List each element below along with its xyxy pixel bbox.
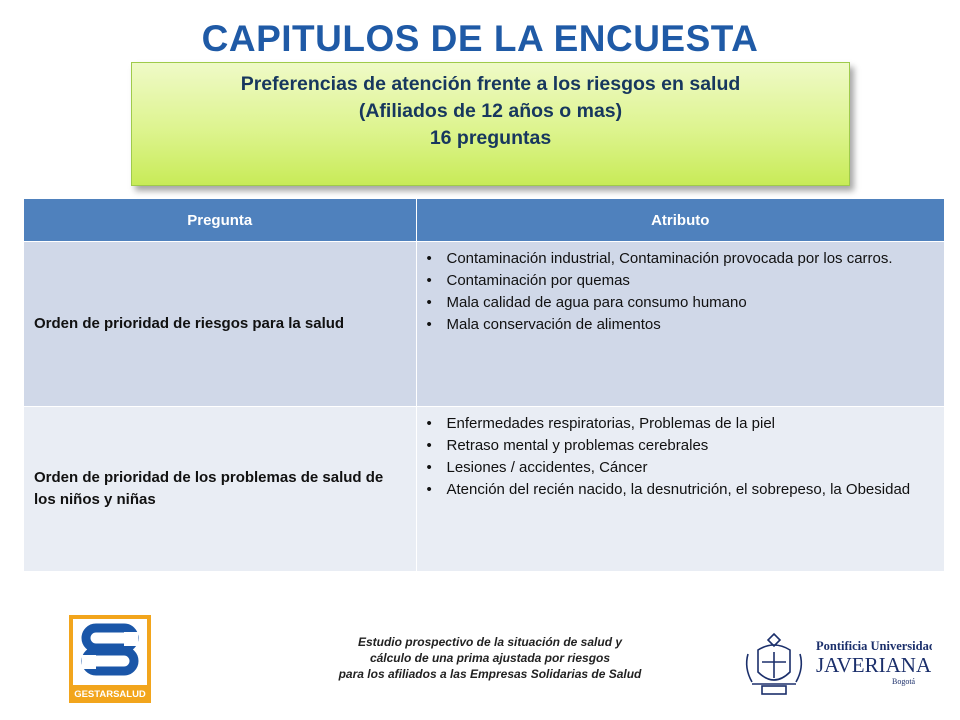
footer-line-1: Estudio prospectivo de la situación de salud y [357,635,623,649]
page-title: CAPITULOS DE LA ENCUESTA [201,18,759,59]
header-pregunta: Pregunta [24,199,416,242]
javeriana-crest-icon [740,628,932,698]
table-header-row [24,199,944,242]
javeriana-line-2: JAVERIANA [816,653,932,677]
attribute-list [417,242,945,336]
banner-line-3: 16 preguntas [429,127,552,149]
banner-line-1: Preferencias de atención frente a los riesgos en salud [240,73,741,95]
attribute-list [417,407,945,501]
attribute-item: • Mala calidad de agua para consumo humano [427,292,935,314]
banner-line-2: (Afiliados de 12 años o mas) [358,100,623,122]
question-cell: Orden de prioridad de los problemas de salud de los niños y niñas [24,407,416,572]
question-cell: Orden de prioridad de riesgos para la salud [24,242,416,407]
gestarsalud-logo [68,614,154,706]
javeriana-line-3: Bogotá [892,677,916,686]
footer-caption [300,634,680,682]
table-row [24,407,944,572]
questions-table [24,199,944,571]
header-atributo: Atributo [416,199,944,242]
attribute-item: • Lesiones / accidentes, Cáncer [427,457,935,479]
attribute-item: • Mala conservación de alimentos [427,314,935,336]
gestarsalud-logo-text: GESTARSALUD [74,689,146,700]
attributes-cell [416,407,944,572]
attribute-item: • Contaminación industrial, Contaminación provocada por los carros. [427,248,935,270]
gestarsalud-logo-icon [68,614,154,706]
attribute-item: • Atención del recién nacido, la desnutrición, el sobrepeso, la Obesidad [427,479,935,501]
javeriana-logo [740,628,932,698]
footer-line-2: cálculo de una prima ajustada por riesgos [369,651,611,665]
javeriana-line-1: Pontificia Universidad [816,639,932,653]
attributes-cell [416,242,944,407]
attribute-item: • Contaminación por quemas [427,270,935,292]
attribute-item: • Retraso mental y problemas cerebrales [427,435,935,457]
chapter-banner [131,62,850,186]
table-row [24,242,944,407]
attribute-item: • Enfermedades respiratorias, Problemas de la piel [427,413,935,435]
footer-line-3: para los afiliados a las Empresas Solidarias de Salud [338,667,642,681]
